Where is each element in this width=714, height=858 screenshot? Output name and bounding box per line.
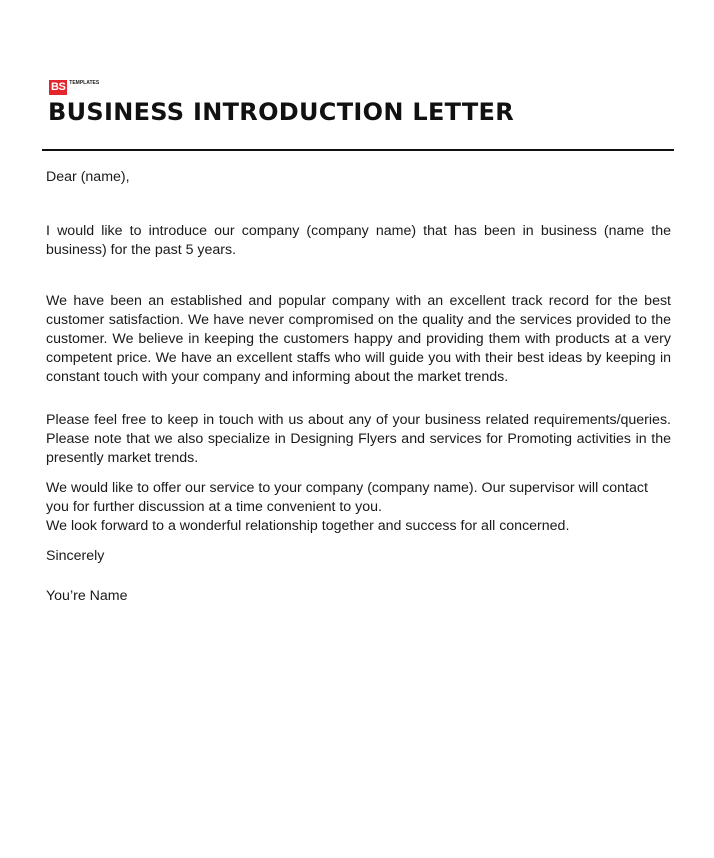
letter-paragraph: I would like to introduce our company (company name) that has been in business (name the business) for the past 5 years. xyxy=(46,223,671,258)
letter-paragraph: We have been an established and popular company with an excellent track record for the best customer satisfaction. We have never compromised on the quality and the services provided to the customer. We believe in keeping the customers happy and providing them with products at a very competent price. We have an excellent staffs who will guide you with their best ideas by keeping in constant touch with your company and informing about the market trends. xyxy=(46,293,671,385)
title-divider xyxy=(42,149,674,151)
page-title: BUSINESS INTRODUCTION LETTER xyxy=(48,98,515,126)
letter-paragraph: We look forward to a wonderful relationship together and success for all concerned. xyxy=(46,518,570,534)
letter-signature: You’re Name xyxy=(46,588,128,604)
letter-greeting: Dear (name), xyxy=(46,169,130,185)
logo-text: TEMPLATES xyxy=(69,80,100,86)
letter-paragraph: We would like to offer our service to your company (company name). Our supervisor will contact you for further discussion at a time convenient to you. xyxy=(46,480,648,515)
letter-paragraph: Please feel free to keep in touch with us about any of your business related requirements/queries. Please note that we also specialize in Designing Flyers and services for Promoting activities in the presently market trends. xyxy=(46,412,671,466)
letter-closing: Sincerely xyxy=(46,548,105,564)
brand-logo xyxy=(49,80,99,95)
letter-body xyxy=(46,168,671,606)
logo-mark: BS xyxy=(51,81,66,93)
